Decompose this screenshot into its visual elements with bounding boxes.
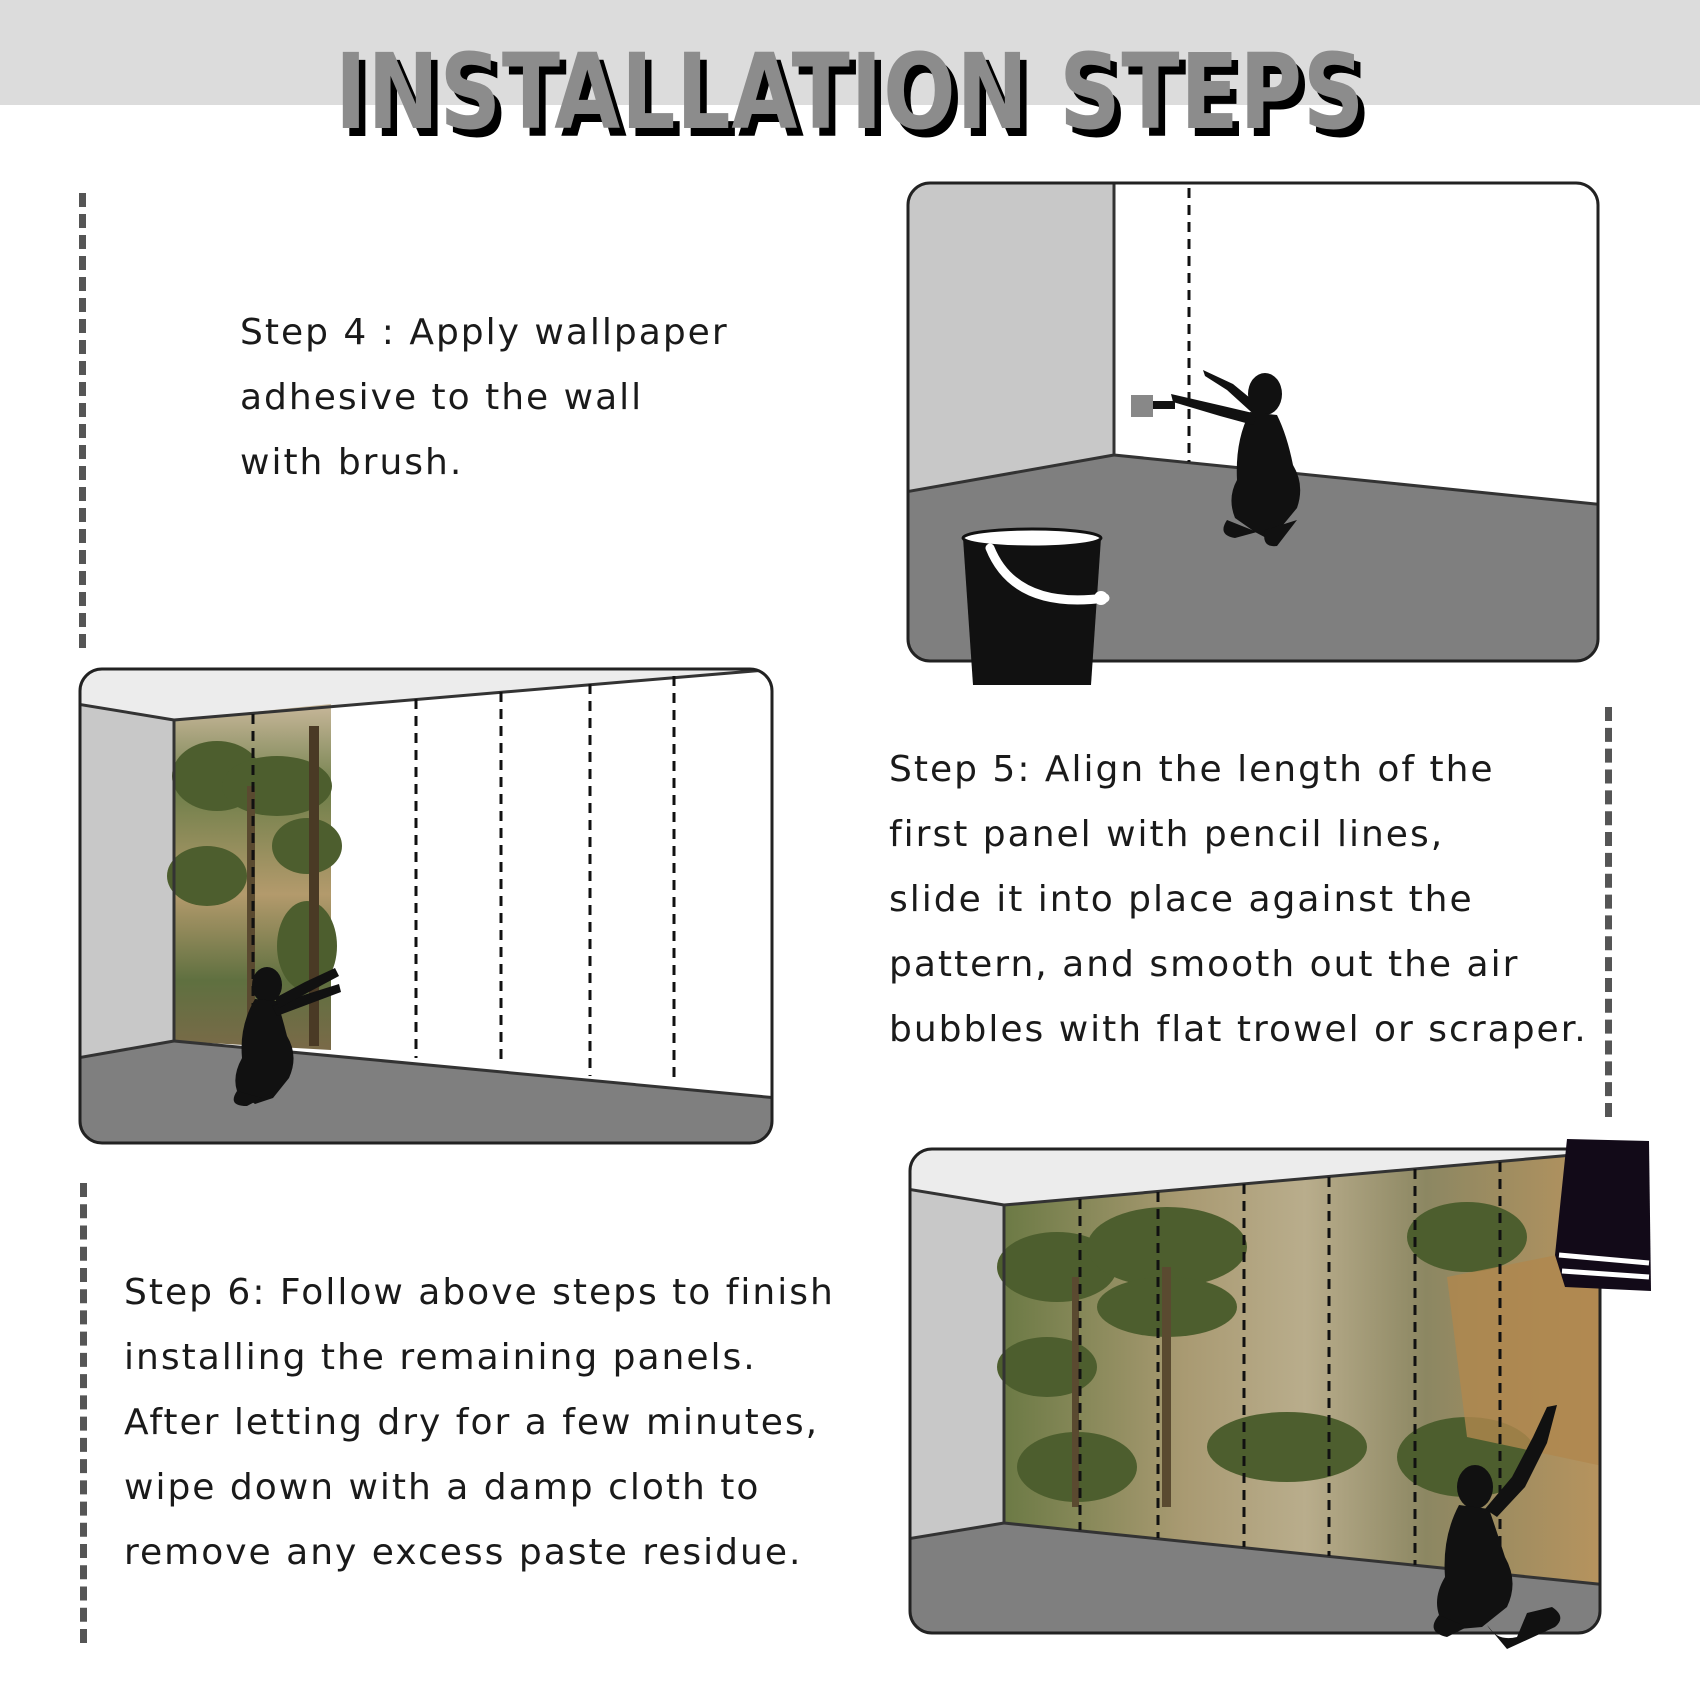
dashed-guide-right (1605, 707, 1612, 1117)
paste-bucket-icon (963, 529, 1108, 685)
side-wall (905, 180, 1114, 492)
side-wall (907, 1189, 1004, 1539)
brush-icon (1131, 395, 1153, 417)
page-title: INSTALLATION STEPS (334, 31, 1366, 153)
cloth-towel-icon (1555, 1139, 1651, 1291)
side-wall (77, 704, 174, 1058)
dashed-guide-left-top (79, 193, 86, 648)
dashed-guide-left-bottom (80, 1183, 87, 1643)
step-5-illustration (77, 666, 777, 1146)
step-4-text: Step 4 : Apply wallpaper adhesive to the wall with brush. (240, 312, 729, 483)
step-4-illustration (905, 180, 1625, 690)
step-6-text: Step 6: Follow above steps to finish installing the remaining panels. After letting dry for a few minutes, wipe down with a damp cloth to remove any excess paste residue. (124, 1272, 835, 1573)
step-5-text: Step 5: Align the length of the first panel with pencil lines, slide it into place against the pattern, and smooth out the air bubbles with flat trowel or scraper. (889, 749, 1588, 1050)
step-6-illustration (907, 1137, 1652, 1677)
